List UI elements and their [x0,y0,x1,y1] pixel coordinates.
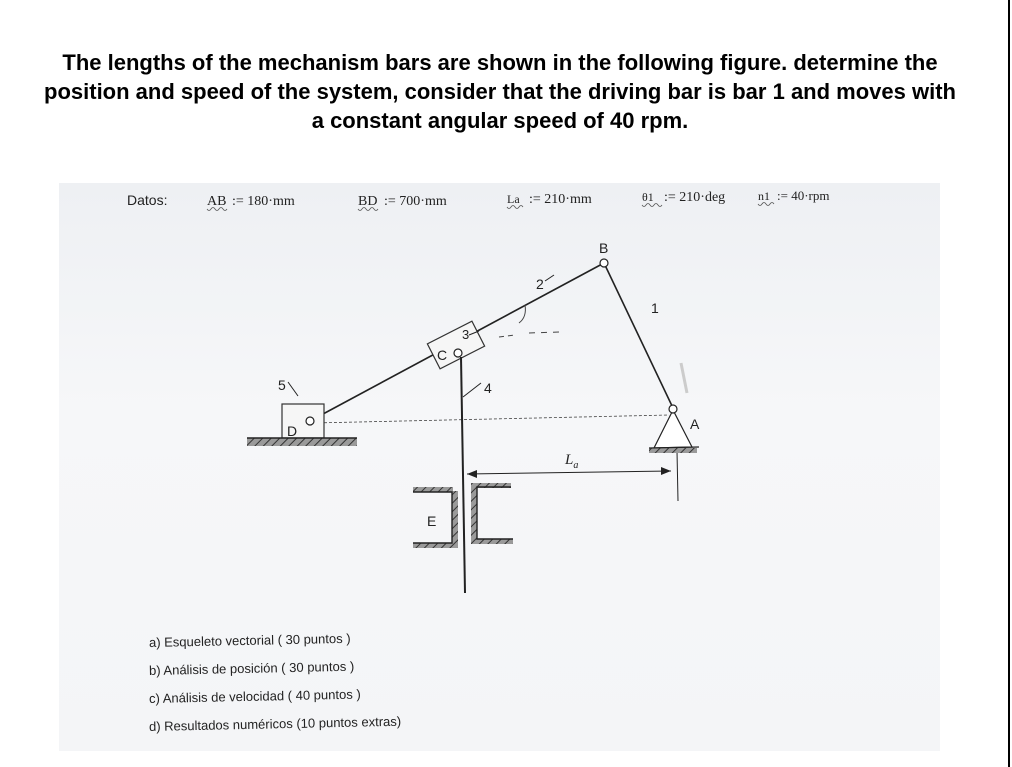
dimension-la-line [467,471,671,474]
slider-block-d [247,404,357,446]
dimension-la-label: $L_a$ [565,452,579,471]
datos-theta1-value: := 210·deg [664,190,726,205]
datos-la-value: := 210·mm [529,192,592,207]
dimension-arrow-left [467,470,477,478]
smudge-mark [681,363,687,393]
point-b [600,259,608,267]
bar-4-label: 4 [484,380,492,396]
datos-label: Datos: [127,192,168,208]
point-a-label: A [690,416,700,432]
point-e-label: E [427,513,437,529]
question-line-2: position and speed of the system, consider that the driving bar is bar 1 and moves with [44,79,956,104]
point-d [306,417,314,425]
angle-dash-2 [529,332,559,333]
bar-5-leader [288,382,298,396]
bar-1-label: 1 [651,300,659,316]
mechanism-photo [59,183,940,751]
slider-block-c [427,321,484,369]
bar-4-rod [461,357,465,593]
datos-ab-name: AB [207,194,227,209]
point-c [454,349,462,357]
task-c: c) Análisis de velocidad ( 40 puntos ) [148,686,361,706]
dimension-extension-line [677,451,678,501]
point-c-label: C [437,347,448,363]
datos-n1-value: := 40·rpm [777,188,830,203]
task-a: a) Esqueleto vectorial ( 30 puntos ) [148,630,351,650]
task-b: b) Análisis de posición ( 30 puntos ) [148,658,355,678]
datos-bd-name: BD [358,194,378,209]
angle-dash-1 [499,335,515,337]
datos-n1-name: n1 [758,189,770,203]
page-edge-line [1008,0,1010,767]
bar-ab [604,263,673,408]
point-a [669,405,677,413]
question-line-3: a constant angular speed of 40 rpm. [311,108,689,133]
question-line-1: The lengths of the mechanism bars are shown in the following figure. determine the [62,50,938,75]
reference-dashed-line [314,415,669,423]
datos-la-name: La [507,192,520,206]
bar-2-leader [545,275,554,281]
task-d: d) Resultados numéricos (10 puntos extras) [148,713,402,734]
point-d-label: D [287,423,298,439]
bar-3-label: 3 [462,327,470,342]
dimension-arrow-right [661,467,671,475]
datos-ab-value: := 180·mm [232,194,295,209]
bar-2-label: 2 [536,276,544,292]
datos-bd-value: := 700·mm [384,194,447,209]
question-text [0,48,1000,135]
point-b-label: B [599,240,609,256]
bar-5-label: 5 [278,377,286,393]
bar-4-leader [463,383,481,397]
datos-theta1-name: θ1 [642,190,654,204]
